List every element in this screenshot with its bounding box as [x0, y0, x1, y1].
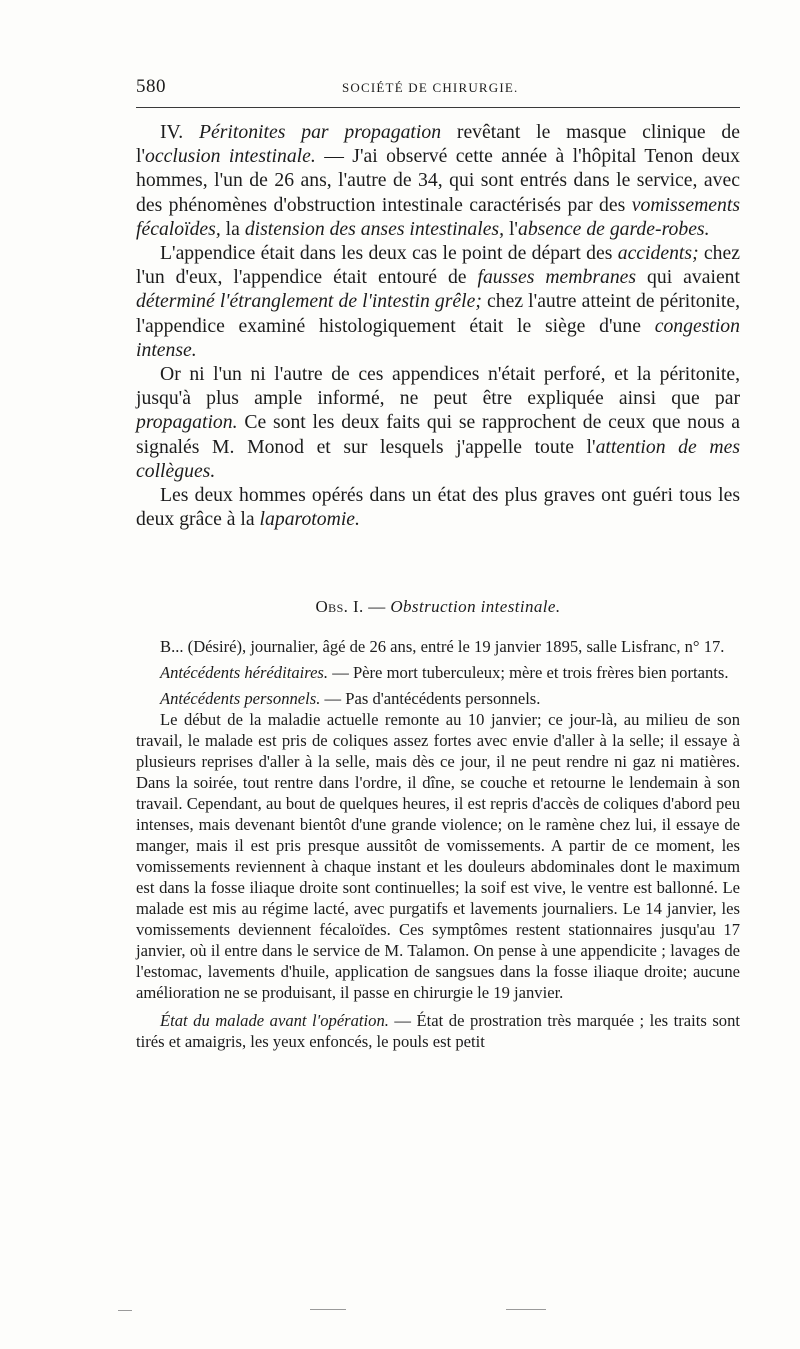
emphasis-run: distension des anses intestinales,	[244, 217, 505, 240]
case-identity: B... (Désiré), journalier, âgé de 26 ans, entré le 19 janvier 1895, salle Lisfranc, n° 17.	[160, 637, 725, 656]
text-run: chez l'un d'eux, l'appendice était entouré de	[136, 242, 740, 289]
observation-title: Obstruction intestinale.	[390, 597, 561, 616]
page-number: 580	[136, 76, 166, 97]
text-run: L'appendice était dans les deux cas le point de départ des	[160, 242, 618, 265]
text-run: Les deux hommes opérés dans un état des plus graves ont guéri tous les deux grâce à la	[136, 484, 740, 531]
page-header	[136, 76, 740, 100]
paragraph-perforation	[136, 362, 740, 483]
emphasis-run: attention de mes collègues.	[136, 435, 740, 482]
scan-speck	[310, 1309, 346, 1310]
text-run: l'	[504, 217, 518, 240]
text-run: Or ni l'un ni l'autre de ces appendices n'était perforé, et la péritonite, jusqu'à plus ample informé, ne peut être expliquée ainsi que par	[136, 363, 740, 410]
text-run: la	[220, 217, 245, 240]
emphasis-run: fausses membranes	[477, 266, 637, 289]
text-run: revêtant le masque clinique de l'	[136, 121, 740, 168]
paragraph-laparotomie	[136, 483, 740, 531]
running-head: SOCIÉTÉ DE CHIRURGIE.	[342, 80, 519, 95]
emphasis-run: congestion intense.	[136, 314, 740, 361]
paragraph-appendice	[136, 241, 740, 362]
text-run: — J'ai observé cette année à l'hôpital Tenon deux hommes, l'un de 26 ans, l'autre de 34, qui sont entrés dans le service, avec des phénomènes d'obstruction intestinale caractérisés par des	[136, 145, 740, 216]
header-rule	[136, 107, 740, 108]
paragraph-peritonites	[136, 120, 740, 241]
text-run: — Pas d'antécédents personnels.	[320, 689, 541, 708]
text-run: Ce sont les deux faits qui se rapprochent de ceux que nous a signalés M. Monod et sur lesquels j'appelle toute l'	[136, 411, 740, 458]
case-report	[136, 636, 740, 1052]
text-run: — Père mort tuberculeux; mère et trois frères bien portants.	[328, 663, 729, 682]
case-history: Le début de la maladie actuelle remonte au 10 janvier; ce jour-là, au milieu de son travail, le malade est pris de coliques assez fortes avec envie d'aller à la selle; il essaye à plusieurs reprises d'aller à la selle, mais dès ce jour, il ne peut rendre ni gaz ni matières. Dans la soirée, tout rentre dans l'ordre, il dîne, se couche et retourne le lendemain à son travail. Cependant, au bout de quelques heures, il est repris d'accès de coliques d'abord peu intenses, mais devenant bientôt d'une grande violence; on le ramène chez lui, il essaye de manger, mais il est pris presque aussitôt de vomissements. A partir de ce moment, les vomissements reviennent à chaque instant et les douleurs abdominales dont le maximum est dans la fosse iliaque droite sont continuelles; la soif est vive, le ventre est ballonné. Le malade est mis au régime lacté, avec purgatifs et lavements journaliers. Le 14 janvier, les vomissements deviennent fécaloïdes. Ces symptômes restent stationnaires jusqu'au 17 janvier, où il entre dans le service de M. Talamon. On pense à une appendicite ; lavages de l'estomac, lavements d'huile, application de sangsues dans la fosse iliaque droite; aucune amélioration ne se produisant, il passe en chirurgie le 19 janvier.	[136, 710, 740, 1002]
case-personal	[136, 688, 740, 709]
observation-heading	[136, 597, 740, 617]
text-run: — État de prostration très marquée ; les traits sont tirés et amaigris, les yeux enfoncés, le pouls est petit	[136, 1011, 740, 1051]
emphasis-run: déterminé l'étranglement de l'intestin grêle;	[136, 290, 482, 313]
emphasis-run: vomissements fécaloïdes,	[136, 193, 740, 240]
emphasis-run: absence de garde-robes.	[517, 217, 710, 240]
text-run: chez l'autre atteint de péritonite, l'appendice examiné histologiquement était le siège d'une	[136, 290, 740, 337]
text-run: qui avaient	[636, 266, 740, 289]
emphasis-run: laparotomie.	[259, 508, 360, 531]
case-hereditary	[136, 662, 740, 683]
emphasis-run: occlusion intestinale.	[145, 145, 316, 168]
section-iv-text	[136, 120, 740, 531]
case-preoperative-state	[136, 1010, 740, 1052]
observation-number: Obs. I.	[315, 597, 364, 616]
subheading: Antécédents héréditaires.	[160, 663, 329, 682]
scan-speck	[506, 1309, 546, 1310]
subheading: Antécédents personnels.	[160, 689, 321, 708]
section-numeral: IV.	[160, 121, 199, 143]
scan-speck	[118, 1310, 132, 1311]
section-title: Péritonites par propagation	[199, 121, 442, 143]
emphasis-run: propagation.	[136, 411, 238, 434]
observation-dash: —	[363, 597, 391, 616]
emphasis-run: accidents;	[617, 242, 699, 265]
subheading: État du malade avant l'opération.	[160, 1011, 389, 1030]
